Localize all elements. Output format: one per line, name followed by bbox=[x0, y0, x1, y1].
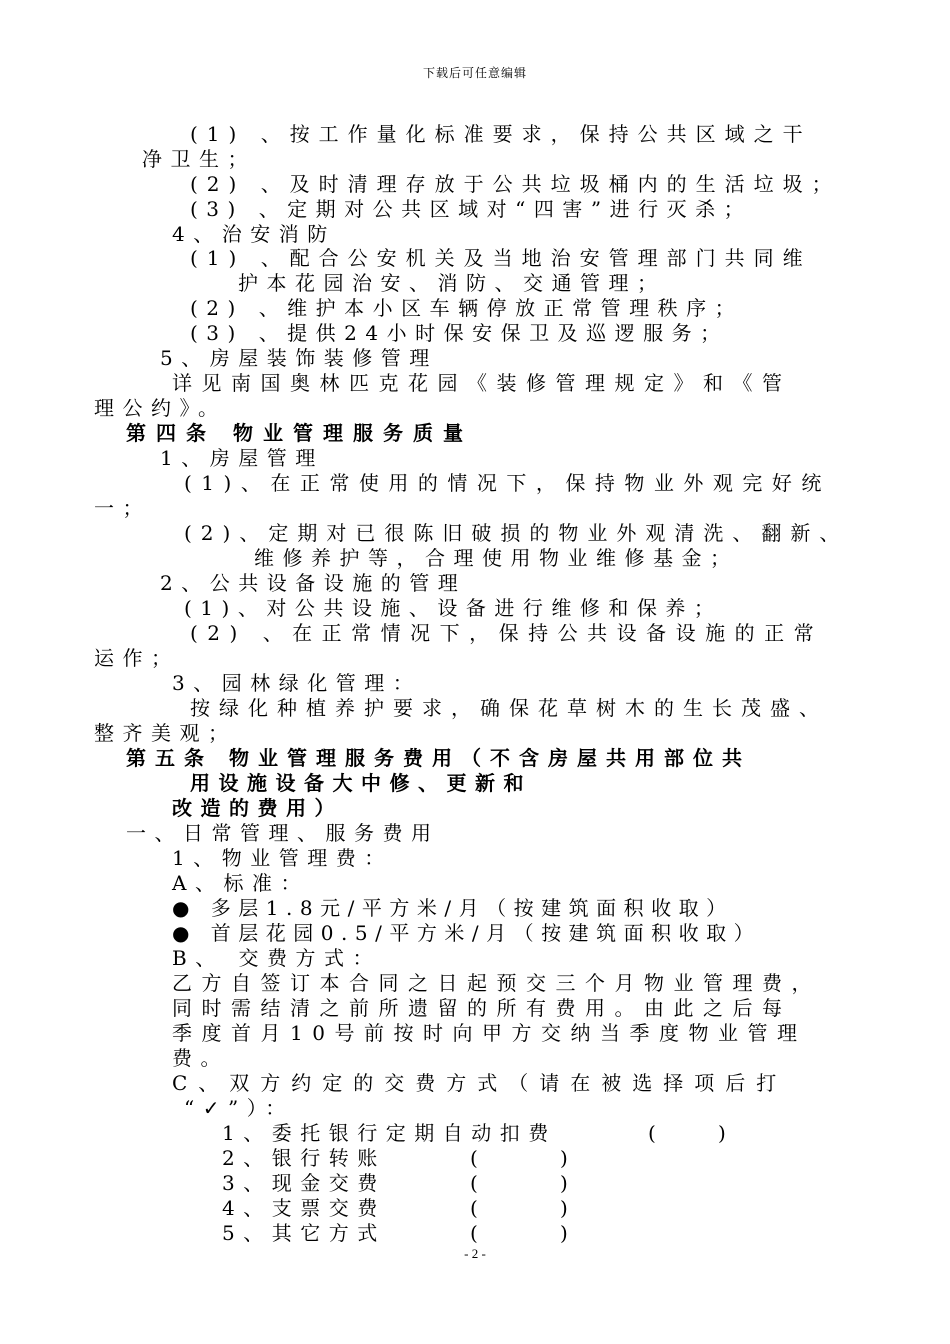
facilities-1: (1)、对公共设施、设备进行维修和保养； bbox=[184, 596, 723, 620]
checkbox-open-1: ( bbox=[648, 1121, 656, 1145]
checkbox-open-3: ( bbox=[470, 1171, 478, 1195]
c-agreed-method-a: C、双方约定的交费方式（请在被选择项后打 bbox=[172, 1071, 788, 1095]
payment-text-d: 费。 bbox=[172, 1046, 229, 1070]
option-other: 5、其它方式 bbox=[222, 1221, 386, 1245]
housing-1b: 一； bbox=[94, 496, 151, 520]
payment-text-b: 同时需结清之前所遗留的所有费用。由此之后每 bbox=[172, 996, 792, 1020]
clause-3-4-1b: 护本花园治安、消防、交通管理； bbox=[238, 271, 666, 295]
item-1-housing: 1、房屋管理 bbox=[160, 446, 324, 470]
checkbox-open-5: ( bbox=[470, 1221, 478, 1245]
payment-text-c: 季度首月10号前按时向甲方交纳当季度物业管理 bbox=[172, 1021, 807, 1045]
facilities-2b: 运作； bbox=[94, 646, 180, 670]
clause-3-3-1a: (1) 、按工作量化标准要求，保持公共区域之干 bbox=[190, 122, 812, 146]
option-bank-autodebit: 1、委托银行定期自动扣费 bbox=[222, 1121, 557, 1145]
section-1-fees: 一、日常管理、服务费用 bbox=[126, 821, 440, 845]
article-5-heading-c: 改造的费用） bbox=[172, 796, 343, 820]
housing-2a: (2)、定期对已很陈旧破损的物业外观清洗、翻新、 bbox=[184, 521, 849, 545]
item-3-landscaping: 3、园林绿化管理： bbox=[172, 671, 422, 695]
option-bank-transfer: 2、银行转账 bbox=[222, 1146, 386, 1170]
article-4-heading: 第四条 物业管理服务质量 bbox=[126, 421, 473, 445]
option-cash: 3、现金交费 bbox=[222, 1171, 386, 1195]
payment-text-a: 乙方自签订本合同之日起预交三个月物业管理费， bbox=[172, 971, 821, 995]
clause-3-4-2: (2) 、维护本小区车辆停放正常管理秩序； bbox=[190, 296, 744, 320]
checkbox-open-2: ( bbox=[470, 1146, 478, 1170]
page-number: - 2 - bbox=[464, 1246, 486, 1261]
bullet-ground-garden: ● 首层花园0.5/平方米/月（按建筑面积收取） bbox=[172, 921, 762, 945]
checkbox-open-4: ( bbox=[470, 1196, 478, 1220]
article-5-heading-b: 用设施设备大中修、更新和 bbox=[190, 771, 532, 795]
checkbox-close-2: ) bbox=[560, 1146, 568, 1170]
clause-3-4-1a: (1) 、配合公安机关及当地治安管理部门共同维 bbox=[190, 246, 812, 270]
article-5-heading-a: 第五条 物业管理服务费用（不含房屋共用部位共 bbox=[126, 746, 751, 770]
a-standard: A、标准： bbox=[172, 871, 309, 895]
checkbox-close-3: ) bbox=[560, 1171, 568, 1195]
housing-2b: 维修养护等，合理使用物业维修基金； bbox=[254, 546, 739, 570]
checkbox-close-4: ) bbox=[560, 1196, 568, 1220]
item-1-management-fee: 1、物业管理费： bbox=[172, 846, 393, 870]
item-2-facilities: 2、公共设备设施的管理 bbox=[160, 571, 467, 595]
checkbox-close-1: ) bbox=[718, 1121, 726, 1145]
section-4-security: 4、治安消防 bbox=[172, 222, 336, 246]
housing-1a: (1)、在正常使用的情况下，保持物业外观完好统 bbox=[184, 471, 831, 495]
decoration-text-a: 详见南国奥林匹克花园《装修管理规定》和《管 bbox=[172, 371, 792, 395]
landscaping-a: 按绿化种植养护要求，确保花草树木的生长茂盛、 bbox=[190, 696, 828, 720]
decoration-text-b: 理公约》。 bbox=[94, 396, 227, 420]
c-agreed-method-b: “✓”）： bbox=[184, 1096, 294, 1120]
clause-3-3-2: (2) 、及时清理存放于公共垃圾桶内的生活垃圾； bbox=[190, 172, 841, 196]
b-payment-method: B、 交费方式： bbox=[172, 946, 382, 970]
page-header: 下载后可任意编辑 bbox=[422, 66, 527, 80]
option-cheque: 4、支票交费 bbox=[222, 1196, 386, 1220]
clause-3-3-1b: 净卫生； bbox=[142, 147, 256, 171]
clause-3-3-3: (3) 、定期对公共区域对“四害”进行灭杀； bbox=[190, 197, 753, 221]
clause-3-4-3: (3) 、提供24小时保安保卫及巡逻服务； bbox=[190, 321, 729, 345]
checkbox-close-5: ) bbox=[560, 1221, 568, 1245]
facilities-2a: (2) 、在正常情况下，保持公共设备设施的正常 bbox=[190, 621, 824, 645]
section-5-decoration: 5、房屋装饰装修管理 bbox=[160, 346, 438, 370]
bullet-multilayer: ● 多层1.8元/平方米/月（按建筑面积收取） bbox=[172, 896, 734, 920]
landscaping-b: 整齐美观； bbox=[94, 721, 237, 745]
